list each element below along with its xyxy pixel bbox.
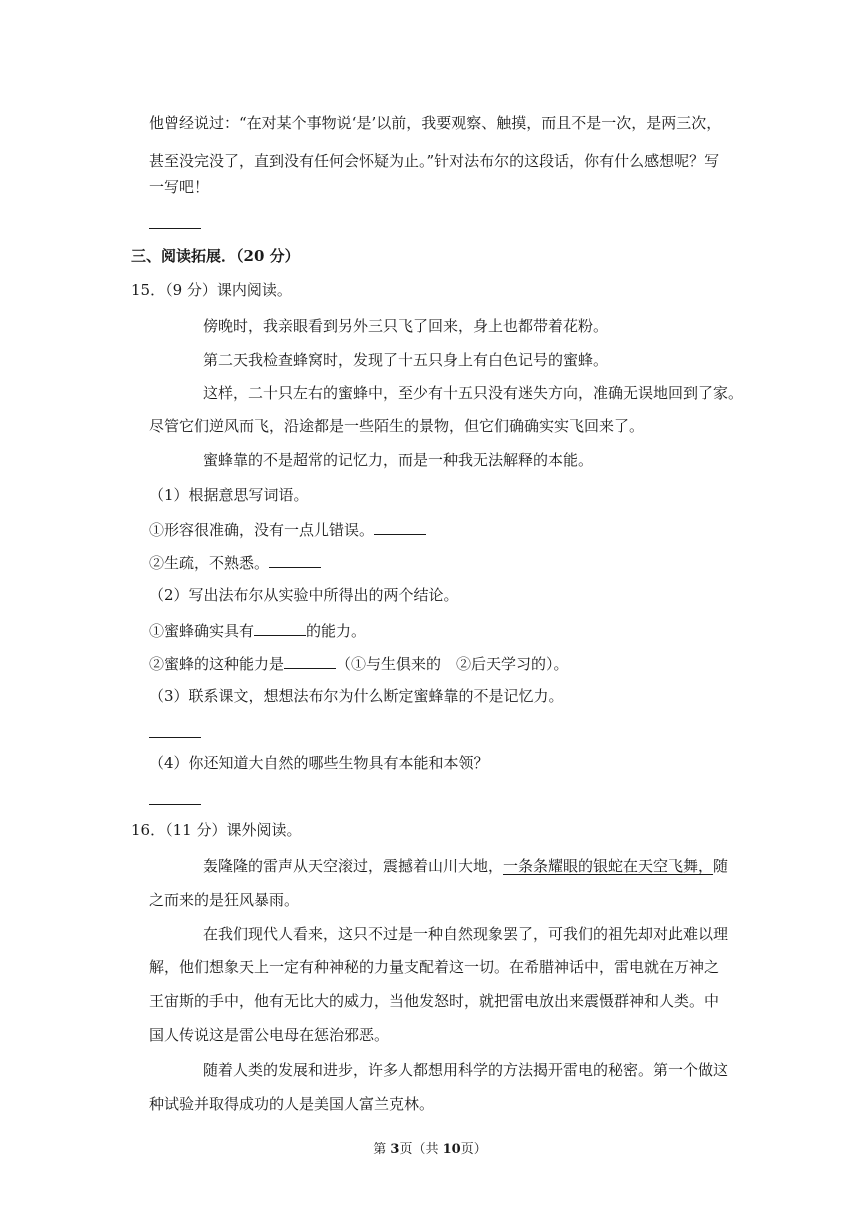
text-line: 一写吧！ xyxy=(149,178,210,196)
passage-line: 蜜蜂靠的不是超常的记忆力，而是一种我无法解释的本能。 xyxy=(203,451,594,469)
passage-line: 解，他们想象天上一定有种神秘的力量支配着这一切。在希腊神话中，雷电就在万神之 xyxy=(149,958,720,976)
passage-line: 国人传说这是雷公电母在惩治邪恶。 xyxy=(149,1026,390,1044)
sub-question-2a: ①蜜蜂确实具有 的能力。 xyxy=(149,619,366,641)
sub-question-1a: ①形容很准确，没有一点儿错误。 xyxy=(149,518,426,540)
answer-blank xyxy=(269,551,321,568)
text-line: 甚至没完没了，直到没有任何会怀疑为止。”针对法布尔的这段话，你有什么感想呢？写 xyxy=(149,152,720,170)
text-line: 他曾经说过：“在对某个事物说‘是’以前，我要观察、触摸，而且不是一次，是两三次， xyxy=(149,114,722,132)
passage-line: 之而来的是狂风暴雨。 xyxy=(149,891,300,909)
section-title: 三、阅读拓展．（20 分） xyxy=(131,247,300,265)
answer-blank xyxy=(149,228,201,229)
answer-blank xyxy=(149,804,201,805)
question-16-header: 16．（11 分）课外阅读。 xyxy=(131,821,302,839)
sub-question-1b: ②生疏，不熟悉。 xyxy=(149,551,321,573)
passage-line: 在我们现代人看来，这只不过是一种自然现象罢了，可我们的祖先却对此难以理 xyxy=(203,925,729,943)
total-pages: 10 xyxy=(442,1142,461,1157)
answer-blank xyxy=(254,619,306,636)
sub-question-4: （4）你还知道大自然的哪些生物具有本能和本领？ xyxy=(149,754,489,772)
passage-line: 尽管它们逆风而飞，沿途都是一些陌生的景物，但它们确确实实飞回来了。 xyxy=(149,417,645,435)
question-15-header: 15．（9 分）课内阅读。 xyxy=(131,281,292,299)
passage-line: 傍晚时，我亲眼看到另外三只飞了回来，身上也都带着花粉。 xyxy=(203,317,609,335)
answer-blank xyxy=(149,737,201,738)
passage-line: 这样，二十只左右的蜜蜂中，至少有十五只没有迷失方向，准确无误地回到了家。 xyxy=(203,384,744,402)
sub-question-2b: ②蜜蜂的这种能力是 （①与生俱来的 ②后天学习的）。 xyxy=(149,652,569,674)
passage-line: 第二天我检查蜂窝时，发现了十五只身上有白色记号的蜜蜂。 xyxy=(203,351,609,369)
passage-line: 随着人类的发展和进步，许多人都想用科学的方法揭开雷电的秘密。第一个做这 xyxy=(203,1061,729,1079)
sub-question-1: （1）根据意思写词语。 xyxy=(149,486,309,504)
answer-blank xyxy=(284,652,336,669)
sub-question-3: （3）联系课文，想想法布尔为什么断定蜜蜂靠的不是记忆力。 xyxy=(149,687,564,705)
sub-question-2: （2）写出法布尔从实验中所得出的两个结论。 xyxy=(149,586,459,604)
passage-line: 轰隆隆的雷声从天空滚过，震撼着山川大地，一条条耀眼的银蛇在天空飞舞，随 xyxy=(203,857,729,875)
underlined-phrase: 一条条耀眼的银蛇在天空飞舞， xyxy=(503,857,714,875)
answer-blank xyxy=(374,518,426,535)
page-footer: 第 3页（共 10页） xyxy=(373,1142,487,1157)
page-number: 3 xyxy=(390,1142,400,1157)
passage-line: 种试验并取得成功的人是美国人富兰克林。 xyxy=(149,1095,435,1113)
passage-line: 王宙斯的手中，他有无比大的威力，当他发怒时，就把雷电放出来震慑群神和人类。中 xyxy=(149,992,720,1010)
